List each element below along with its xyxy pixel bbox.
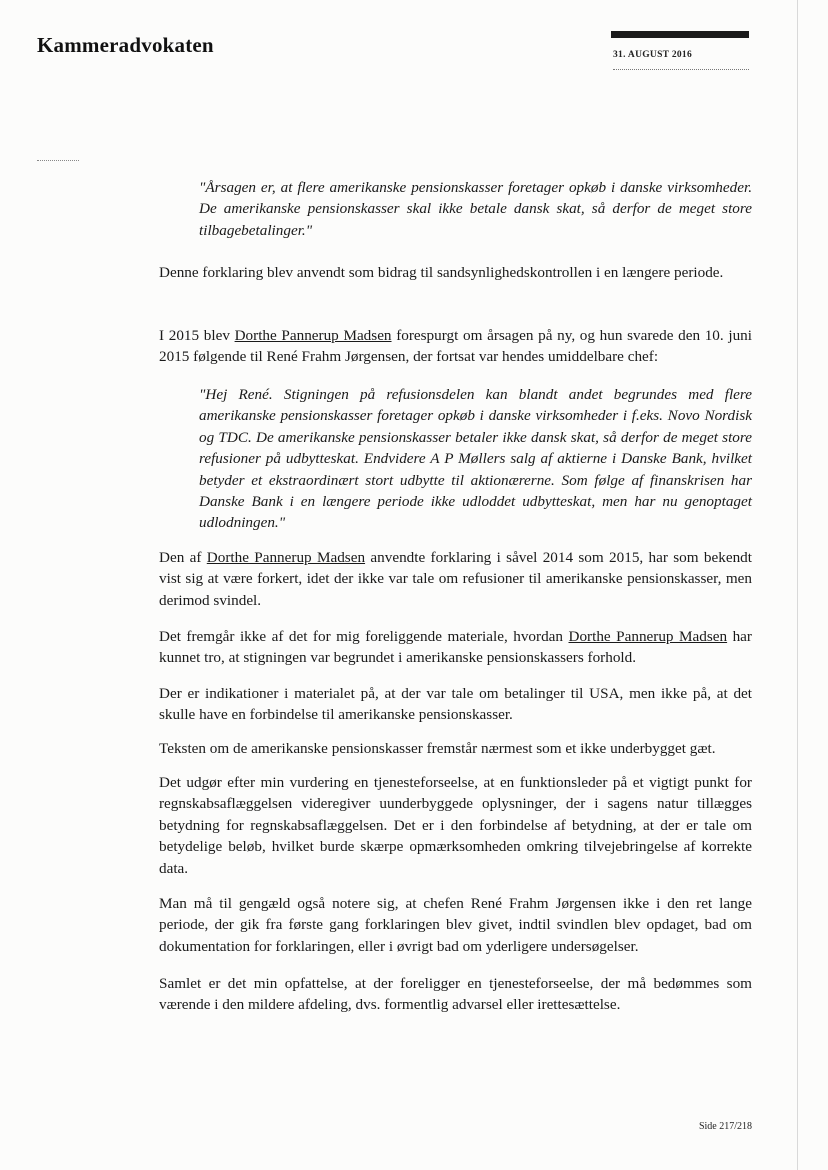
paragraph-3-text-b: anvendte forklaring i såvel 2014 som 2015, har som bekendt vist sig at være forkert, idet der ikke var tale om refusioner til amerikanske pensionskasser, men derimod svindel. (159, 549, 752, 609)
paragraph-3-text-a: Den af (159, 549, 207, 566)
firm-logo: Kammeradvokaten (37, 33, 214, 57)
page-number: Side 217/218 (698, 1121, 752, 1132)
document-date: 31. AUGUST 2016 (613, 50, 693, 60)
paragraph-4-text-a: Det fremgår ikke af det for mig foreliggende materiale, hvordan (159, 628, 569, 645)
paragraph-3 (159, 547, 752, 611)
paragraph-1: Denne forklaring blev anvendt som bidrag til sandsynlighedskontrollen i en længere periode. (159, 264, 724, 281)
paragraph-8: Man må til gengæld også notere sig, at chefen René Frahm Jørgensen ikke i den ret lange periode, der gik fra første gang forklaringen blev givet, indtil svindlen blev opdaget, bad om dokumentation for forklaringen, eller i øvrigt bad om yderligere undersøgelser. (159, 895, 752, 955)
header-bar (611, 31, 749, 38)
paragraph-7: Det udgør efter min vurdering en tjenesteforseelse, at en funktionsleder på et vigtigt punkt for regnskabsaflæggelsen videregiver uunderbyggede oplysninger, der i sagens natur tillægges betydning for regnskabsaflæggelsen. Det er i den forbindelse af betydning, at der er tale om betydelige beløb, hvilket burde skærpe opmærksomheden omkring tilvejebringelse af korrekte data. (159, 774, 752, 877)
paragraph-5: Der er indikationer i materialet på, at der var tale om betalinger til USA, men ikke på, at det skulle have en forbindelse til amerikanske pensionskasser. (159, 685, 752, 724)
person-name: Dorthe Pannerup Madsen (234, 327, 392, 344)
paragraph-2-text-b: forespurgt om årsagen på ny, og hun svarede den 10. juni 2015 følgende til René Frahm Jørgensen, der fortsat var hendes umiddelbare chef: (159, 327, 752, 366)
quote-1: "Årsagen er, at flere amerikanske pensionskasser foretager opkøb i danske virksomheder. De amerikanske pensionskasser skal ikke betale dansk skat, så derfor de meget store tilbagebetalinger." (199, 179, 752, 239)
person-name: Dorthe Pannerup Madsen (206, 549, 366, 566)
date-divider (613, 69, 749, 70)
paragraph-4-text-b: har kunnet tro, at stigningen var begrundet i amerikanske pensionskassers forhold. (159, 628, 752, 667)
quote-2: "Hej René. Stigningen på refusionsdelen kan blandt andet begrundes med flere amerikanske pensionskasser foretager opkøb i danske virksomheder i f.eks. Novo Nordisk og TDC. De amerikanske pensionskasser betaler ikke dansk skat, så derfor de meget store refusioner på udbytteskat. Endvidere A P Møllers salg af aktierne i Danske Bank, hvilket betyder et ekstraordinært stort udbytte til aktionærerne. Som følge af finanskrisen har Danske Bank i en længere periode ikke udloddet udbytteskat, men har nu genoptaget udlodningen." (199, 386, 752, 532)
paragraph-2-text-a: I 2015 blev (159, 327, 235, 344)
paragraph-9: Samlet er det min opfattelse, at der foreligger en tjenesteforseelse, der må bedømmes som værende i den mildere afdeling, dvs. formentlig advarsel eller irettesættelse. (159, 975, 752, 1014)
paragraph-4 (159, 626, 752, 669)
paragraph-2 (159, 325, 752, 368)
person-name: Dorthe Pannerup Madsen (568, 628, 728, 645)
margin-divider (37, 160, 79, 161)
paragraph-6: Teksten om de amerikanske pensionskasser fremstår nærmest som et ikke underbygget gæt. (159, 740, 716, 757)
page-edge-line (797, 0, 798, 1170)
